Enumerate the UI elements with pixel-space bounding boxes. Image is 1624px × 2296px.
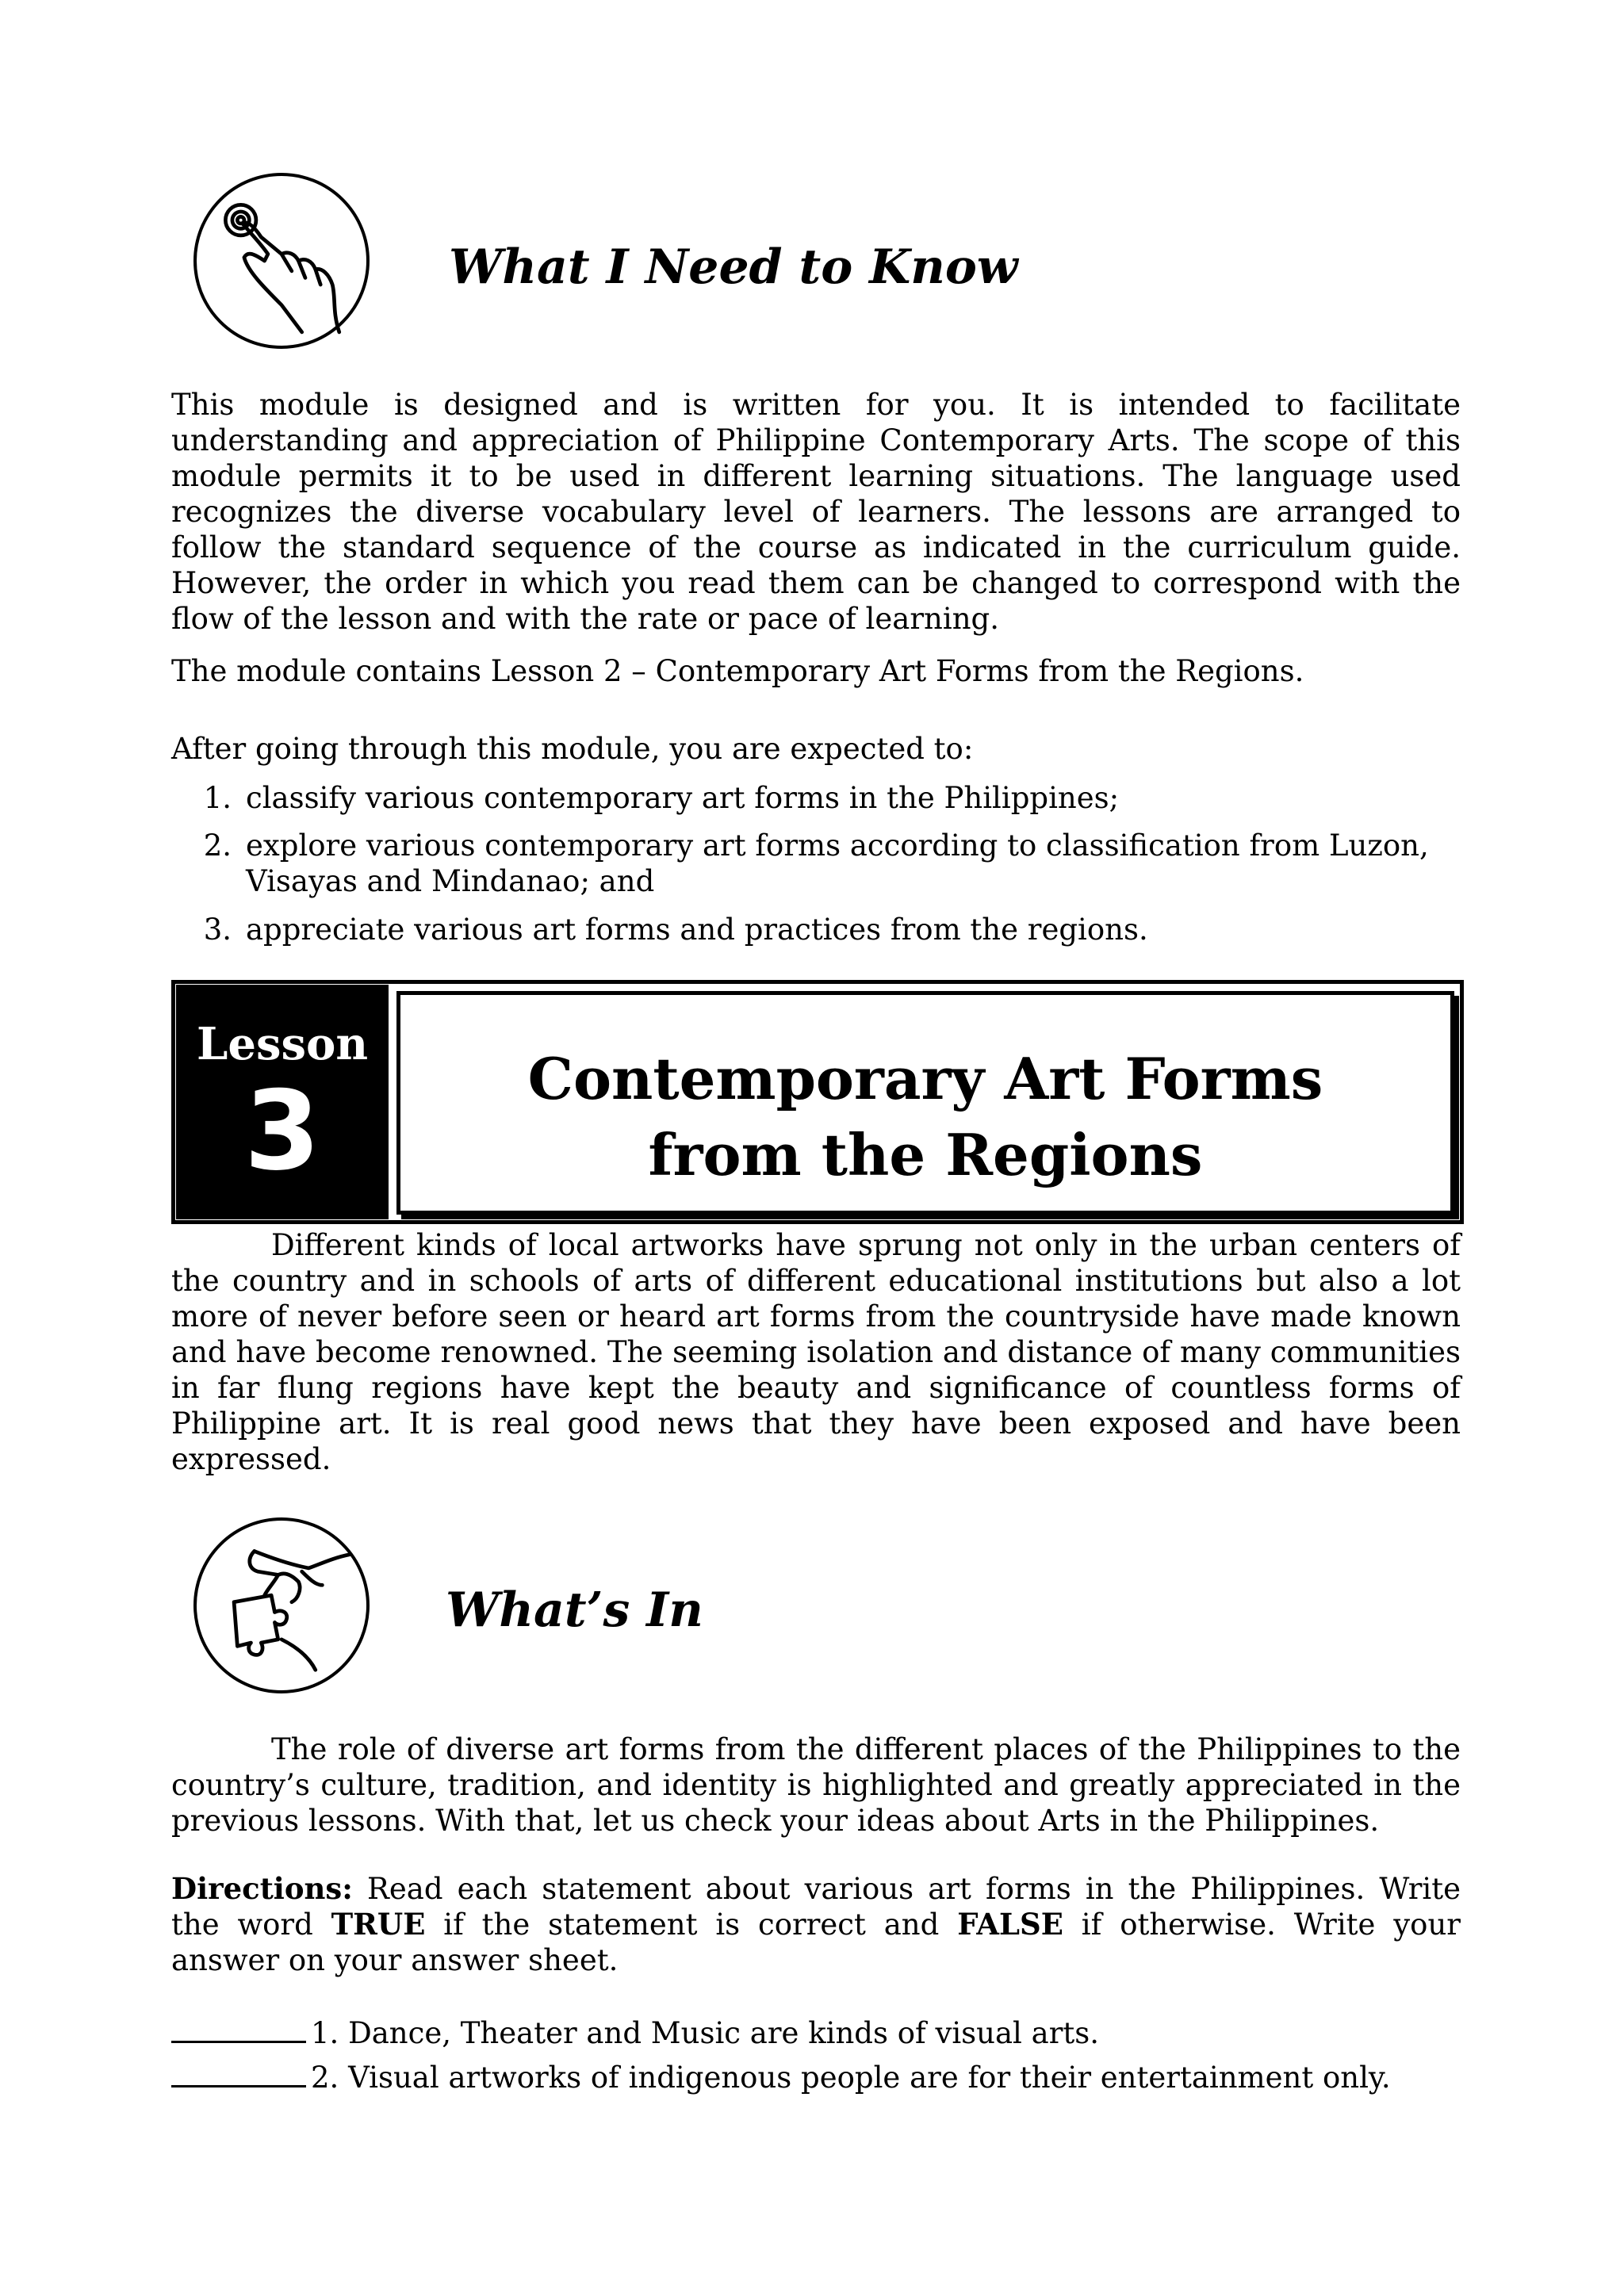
answer-blank[interactable] <box>171 2061 306 2087</box>
directions: Directions: Read each statement about various art forms in the Philippines. Write the word TRUE if the statement is correct and FALSE if otherwise. Write your answer on your answer sheet. <box>171 1871 1461 1977</box>
true-word: TRUE <box>331 1907 426 1942</box>
quiz-item: 1. Dance, Theater and Music are kinds of visual arts. <box>171 2015 1099 2051</box>
touch-hand-icon <box>193 173 370 349</box>
objective-item: 2. explore various contemporary art forms according to classification from Luzon, Visayas and Mindanao; and <box>203 828 1429 898</box>
section-heading-whats-in: What’s In <box>446 1582 703 1638</box>
answer-blank[interactable] <box>171 2017 306 2043</box>
quiz-item: 2. Visual artworks of indigenous people are for their entertainment only. <box>171 2060 1391 2095</box>
directions-label: Directions: <box>171 1871 353 1906</box>
objective-item: 3. appreciate various art forms and practices from the regions. <box>203 913 1148 947</box>
lesson-title-box <box>396 991 1454 1215</box>
module-contains-text: The module contains Lesson 2 – Contemporary Art Forms from the Regions. <box>171 654 1304 688</box>
objective-item: 1. classify various contemporary art forms in the Philippines; <box>203 781 1120 815</box>
expected-intro: After going through this module, you are expected to: <box>171 732 974 766</box>
whats-in-paragraph: The role of diverse art forms from the different places of the Philippines to the country’s culture, tradition, and identity is highlighted and greatly appreciated in the previous lessons. With that, let us check your ideas about Arts in the Philippines. <box>171 1732 1461 1838</box>
lesson-label: Lesson <box>196 1018 369 1070</box>
section-heading-what-i-need-to-know: What I Need to Know <box>449 239 1018 295</box>
lesson-number: 3 <box>243 1067 321 1195</box>
module-description: This module is designed and is written for you. It is intended to facilitate understanding and appreciation of Philippine Contemporary Arts. The scope of this module permits it to be used in different learning situations. The language used recognizes the diverse vocabulary level of learners. The lessons are arranged to follow the standard sequence of the course as indicated in the curriculum guide. However, the order in which you read them can be changed to correspond with the flow of the lesson and with the rate or pace of learning. <box>171 388 1461 636</box>
lesson-intro: Different kinds of local artworks have sprung not only in the urban centers of the country and in schools of arts of different educational institutions but also a lot more of never before seen or heard art forms from the countryside have made known and have become renowned. The seeming isolation and distance of many communities in far flung regions have kept the beauty and significance of countless forms of Philippine art. It is real good news that they have been exposed and have been expressed. <box>171 1228 1461 1476</box>
lesson-title: Contemporary Art Forms from the Regions <box>527 1045 1323 1188</box>
false-word: FALSE <box>957 1907 1063 1942</box>
lesson-number-block <box>176 985 389 1219</box>
puzzle-hand-icon <box>193 1517 370 1693</box>
